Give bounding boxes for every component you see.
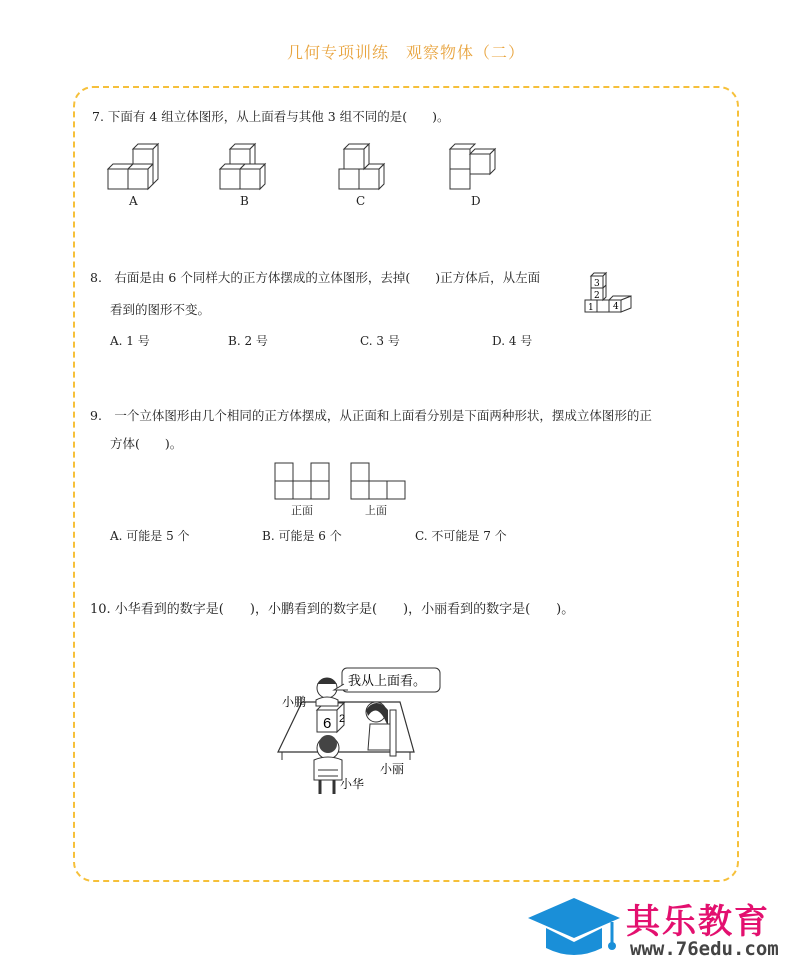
question-8-line1: 8. 右面是由 6 个同样大的正方体摆成的立体图形，去掉( )正方体后，从左面	[90, 270, 541, 285]
watermark-logo	[520, 888, 810, 968]
name-xiaohua: 小华	[340, 777, 365, 791]
q8-option-b: B. 2 号	[228, 334, 268, 348]
q7-figure-a	[105, 136, 165, 196]
q9-top-view	[350, 462, 406, 500]
q8-cube-figure	[582, 268, 634, 316]
q8-option-a: A. 1 号	[110, 334, 150, 348]
cube-number-4: 4	[613, 302, 619, 312]
q9-option-c: C. 不可能是 7 个	[415, 529, 507, 543]
question-7-text: 7. 下面有 4 组立体图形，从上面看与其他 3 组不同的是( )。	[92, 109, 450, 124]
q8-option-c: C. 3 号	[360, 334, 400, 348]
q7-option-c: C	[356, 194, 366, 208]
cube-digit-6: 6	[323, 715, 332, 732]
q9-top-label: 上面	[365, 504, 387, 517]
watermark-url: www.76edu.com	[630, 938, 779, 960]
question-8-line2: 看到的图形不变。	[110, 302, 211, 317]
cube-number-2: 2	[594, 291, 600, 301]
question-10-text: 10. 小华看到的数字是( )，小鹏看到的数字是( )，小丽看到的数字是( )。	[90, 602, 575, 617]
q8-option-d: D. 4 号	[492, 334, 533, 348]
q7-figure-c	[336, 136, 396, 196]
name-xiaopeng: 小鹏	[282, 695, 307, 709]
q9-option-b: B. 可能是 6 个	[262, 529, 342, 543]
speech-text: 我从上面看。	[348, 674, 427, 689]
q9-front-view	[274, 462, 330, 500]
cube-number-3: 3	[594, 279, 600, 289]
question-9-line2: 方体( )。	[110, 436, 183, 451]
page-title: 几何专项训练 观察物体（二）	[286, 43, 525, 62]
q10-illustration	[272, 660, 452, 800]
cube-digit-2: 2	[339, 713, 346, 725]
graduation-cap-icon	[524, 892, 624, 964]
watermark-name: 其乐教育	[626, 902, 770, 942]
cube-number-1: 1	[588, 303, 594, 313]
q7-figure-d	[447, 136, 507, 196]
name-xiaoli: 小丽	[380, 762, 405, 776]
q7-figure-b	[217, 136, 277, 196]
q7-option-d: D	[471, 194, 481, 208]
q9-front-label: 正面	[291, 504, 313, 517]
q7-option-a: A	[129, 194, 138, 208]
question-9-line1: 9. 一个立体图形由几个相同的正方体摆成，从正面和上面看分别是下面两种形状，摆成立体图形的正	[90, 408, 652, 423]
q7-option-b: B	[240, 194, 249, 208]
q9-option-a: A. 可能是 5 个	[110, 529, 190, 543]
